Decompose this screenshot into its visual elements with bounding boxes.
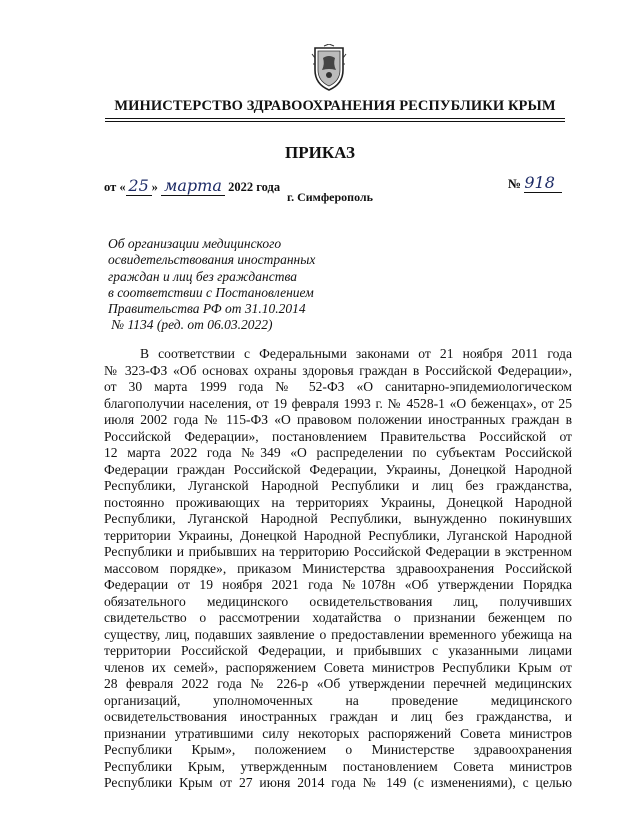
subject-line: в соответствии с Постановлением: [108, 284, 314, 300]
body-line: постоянно проживающих на территориях Украины, Донецкой Народной: [104, 494, 572, 510]
body-line: территории Российской Федерации, и прибывших с указанными лицами: [104, 643, 572, 658]
date-quote-close: »: [151, 180, 158, 194]
subject-line: № 1134 (ред. от 06.03.2022): [108, 317, 273, 333]
body-line: освидетельствования иностранных граждан и лиц без гражданства, и: [104, 709, 572, 724]
document-subject: [108, 236, 315, 334]
subject-line: граждан и лиц без гражданства: [108, 268, 297, 284]
header-rule-top: [105, 118, 565, 119]
body-line: от 30 марта 1999 года № 52-ФЗ «О санитарно-эпидемиологическом: [104, 379, 572, 394]
body-line: признании утратившими силу некоторых распоряжений Совета министров: [104, 725, 572, 741]
document-city: г. Симферополь: [287, 190, 373, 204]
coat-of-arms-icon: [309, 44, 349, 92]
ministry-name: МИНИСТЕРСТВО ЗДРАВООХРАНЕНИЯ РЕСПУБЛИКИ КРЫМ: [114, 98, 556, 114]
body-line: В соответствии с Федеральными законами от 21 ноября 2011 года: [140, 346, 572, 361]
body-line: благополучии населения, от 19 февраля 1993 г. № 4528-1 «О беженцах», от 25: [104, 395, 572, 411]
body-line: Республики Крым от 27 июня 2014 года № 149 (с изменениями), с целью: [104, 775, 572, 790]
body-line: членов их семей», распоряжением Совета министров Республики Крым от: [104, 659, 572, 675]
document-number: [508, 173, 562, 193]
body-line: Республики Крым», положением о Министерстве здравоохранения: [104, 742, 572, 757]
date-year: 2022 года: [228, 180, 281, 194]
handwritten-number: 918: [524, 173, 562, 193]
handwritten-month: марта: [161, 176, 225, 196]
body-line: свидетельство о рассмотрении ходатайства о признании беженцем по: [104, 610, 572, 625]
body-line: № 323-ФЗ «Об основах охраны здоровья граждан в Российской Федерации»,: [104, 362, 572, 378]
body-line: массовом порядке», приказом Министерства здравоохранения Российской: [104, 560, 572, 576]
body-line: Республики и прибывших на территорию Российской Федерации в экстренном: [104, 544, 572, 559]
subject-line: Об организации медицинского: [108, 236, 282, 251]
body-line: 28 февраля 2022 года № 226-р «Об утверждении перечней медицинских: [104, 676, 572, 691]
subject-line: Правительства РФ от 31.10.2014: [108, 301, 306, 317]
header-rule-bottom: [105, 121, 565, 122]
body-line: Федерации от 19 ноября 2021 года №1078н «Об утверждении Порядка: [104, 577, 572, 592]
body-line: существу, лиц, подавших заявление о предоставлении временного убежища на: [104, 626, 572, 642]
body-line: Республики, Луганской Народной Республики, вынужденно покинувших: [104, 511, 572, 526]
body-line: июля 2002 года № 115-ФЗ «О правовом положении иностранных граждан в: [104, 412, 572, 427]
handwritten-day: 25: [126, 176, 152, 196]
body-line: территории Украины, Донецкой Народной Республики, Луганской Народной: [104, 527, 572, 543]
body-line: обязательного медицинского освидетельствования лиц, получивших: [104, 593, 572, 609]
subject-line: освидетельствования иностранных: [108, 252, 316, 268]
document-body: [104, 346, 572, 792]
body-line: Республики, Луганской Народной Республики и лиц без гражданства,: [104, 478, 572, 493]
document-date: [104, 176, 280, 196]
body-line: Федерации граждан Российской Федерации, Украины, Донецкой Народной: [104, 461, 572, 477]
body-line: Республики Крым, утвержденным постановлением Совета министров: [104, 758, 572, 774]
body-line: Российской Федерации», постановлением Правительства Российской от: [104, 428, 572, 444]
body-line: 12 марта 2022 года №349 «О распределении по субъектам Российской: [104, 445, 572, 460]
document-title: ПРИКАЗ: [285, 143, 355, 162]
body-line: организаций, уполномоченных на проведение медицинского: [104, 692, 572, 708]
number-prefix: №: [508, 176, 522, 191]
date-prefix: от «: [104, 180, 126, 194]
